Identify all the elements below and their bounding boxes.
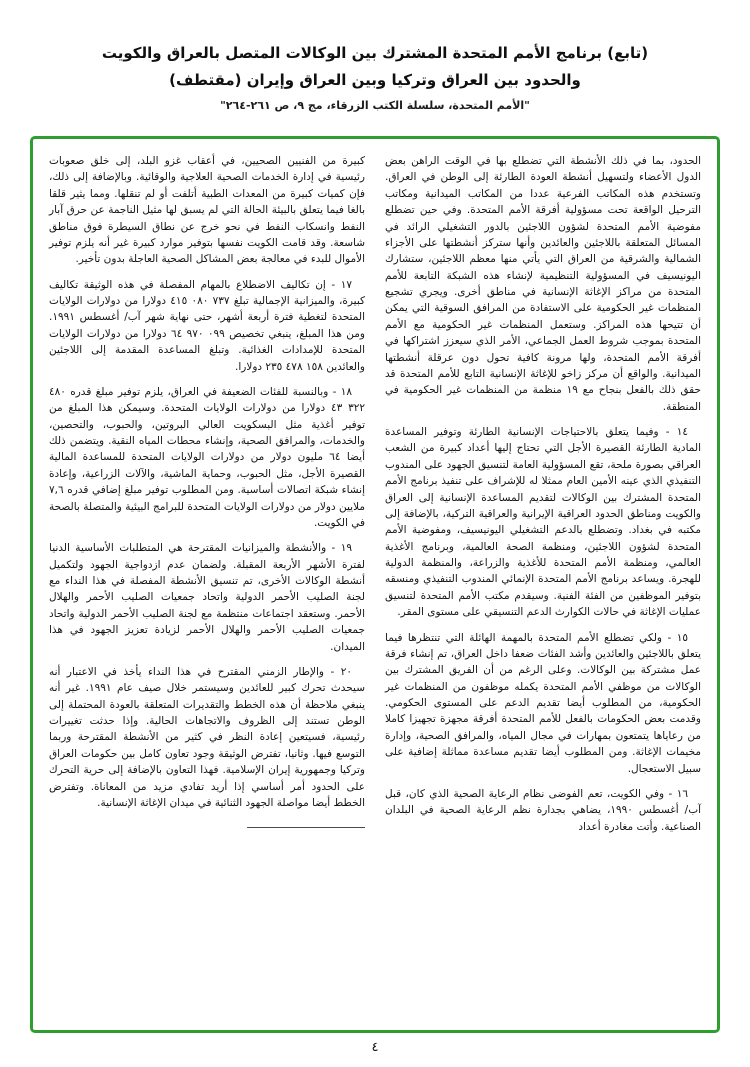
paragraph-20: ٢٠ - والإطار الزمني المقترح في هذا النداء يأخذ في الاعتبار أنه سيحدث تحرك كبير للعائدين وسيستمر خلال صيف عام ١٩٩١. غير أنه ينبغي ملاحظة أن هذه الخطط والتقديرات المتعلقة بالعودة المحتملة إلى الوطن تستند إلى الظروف والاتجاهات الحالية. وإذا حدثت تغييرات رئيسية، فسيتعين إعادة النظر في كثير من الأنشطة المقترحة وربما التوسع فيها. وثانيا، تفترض الوثيقة وجود تعاون كامل بين حكومات العراق وتركيا وجمهورية إيران الإسلامية. فهذا التعاون بالإضافة إلى حرية التحرك على الحدود أمر أساسي إذا أريد تفادي مزيد من المعاناة. وتفترض الخطط أيضا مواصلة الجهود الثنائية في ميدان الإغاثة الإنسانية.	[49, 665, 366, 809]
content-box	[30, 136, 720, 1033]
page-number: ٤	[371, 1040, 379, 1055]
two-column-layout	[49, 153, 701, 1014]
document-header	[0, 40, 750, 112]
paragraph-14: ١٤ - وفيما يتعلق بالاحتياجات الإنسانية الطارئة وتوفير المساعدة المادية الطارئة القصيرة الأجل التي تحتاج إليها أعداد كبيرة من الشعب العراقي بصورة ملحة، تقع المسؤولية العامة لتنسيق الجهود على المندوب التنفيذي الذي عينه الأمين العام ممثلا له للإشراف على تنفيذ برنامج الأمم المتحدة المشترك بين الوكالات لتقديم المساعدة الإنسانية إلى العراق والكويت ومناطق الحدود العراقية الإيرانية والعراقية التركية، بالإضافة إلى مكتبه في بغداد. وتضطلع بالدعم التشغيلي اليونيسيف، ومفوضية الأمم المتحدة لشؤون اللاجئين، ومنظمة الصحة العالمية، وبرنامج الأغذية العالمي، ومنظمة الأمم المتحدة للأغذية والزراعة، والمنظمة الدولية للهجرة. ويساعد برنامج الأمم المتحدة الإنمائي المندوب التنفيذي ومنسقه بتوفير الموظفين من الفئة الفنية. وسيقدم مكتب الأمم المتحدة لتنسيق عمليات الإغاثة في حالات الكوارث الدعم التنسيقي على مستوى المقر.	[385, 426, 701, 619]
right-column	[385, 153, 701, 1014]
paragraph-19: ١٩ - والأنشطة والميزانيات المقترحة هي المتطلبات الأساسية الدنيا لفترة الأشهر الأربعة المقبلة. ولضمان عدم ازدواجية الجهود ولتكميل أنشطة الوكالات الأخرى، تم تنسيق الأنشطة المفصلة في هذا النداء مع لجنة الصليب الأحمر الدولية واتحاد جمعيات الصليب الأحمر والهلال الأحمر. وستعقد اجتماعات منتظمة مع لجنة الصليب الأحمر الدولية واتحاد جمعيات الصليب الأحمر والهلال الأحمر لزيادة تعزيز الجهود في هذا الميدان.	[49, 542, 365, 653]
document-title-line2: والحدود بين العراق وتركيا وبين العراق وإيران (مقتطف)	[169, 71, 581, 89]
paragraph-15: ١٥ - ولكي تضطلع الأمم المتحدة بالمهمة الهائلة التي تنتظرها فيما يتعلق باللاجئين والعائدين وأشد الفئات ضعفا داخل العراق، تم إنشاء فرقة عمل مشتركة بين الوكالات. وعلى الرغم من أن الفريق المشترك بين الوكالات من موظفي الأمم المتحدة يكمله موظفون من المنظمات غير الحكومية، من المطلوب أيضا تقديم الدعم على المستوى الحكومي. وقدمت بعض الحكومات بالفعل للأمم المتحدة أفرقة مجهزة تجهيزا كاملا من رعاياها يتمتعون بمهارات في مجال المياه، والمرافق الصحية، وإدارة مخيمات الإغاثة. ومن المطلوب أيضا تقديم مساعدة مماثلة إضافية على سبيل الاستعجال.	[385, 631, 701, 775]
paragraph-18: ١٨ - وبالنسبة للفئات الضعيفة في العراق، يلزم توفير مبلغ قدره ٤٨٠ ٣٢٢ ٤٣ دولارا من دولارات الولايات المتحدة. وسيمكن هذا المبلغ من توفير أغذية مثل البسكويت العالي البروتين، والحبوب، والتحصين، والخدمات، والمرافق الصحية، وإنشاء محطات المياه النقية. ويتضمن ذلك أيضا ٦٤ مليون دولار من دولارات الولايات المتحدة للمساعدة المالية القصيرة الأجل، مثل الحبوب، وحماية الماشية، والآلات الزراعية، وإعادة إنشاء شبكة اتصالات أساسية. ومن المطلوب توفير مبلغ إضافي قدره ٧,٦ ملايين دولار من دولارات الولايات المتحدة للبرامج البيئية والمتصلة بالصحة في الكويت.	[49, 385, 365, 529]
footnote-rule	[247, 827, 365, 828]
paragraph-continuation-right: الحدود، بما في ذلك الأنشطة التي تضطلع بها في الوقت الراهن بعض الدول الأعضاء ولتسهيل أنشطة العودة الطارئة إلى الوطن في العراق. وتستخدم هذه المكاتب الفرعية عددا من المكاتب الميدانية ومكاتب الترحيل الواقعة تحت مسؤولية أفرقة الأمم المتحدة. وفي حين تضطلع مفوضية الأمم المتحدة لشؤون اللاجئين بالدور التشغيلي الرائد في المسائل المتعلقة باللاجئين والعائدين وأنها ستركز أنشطتها على الأجزاء الشمالية والشرقية من العراق التي يأتي منها معظم اللاجئين، ستشارك اليونيسيف في المسؤولية التنظيمية لإنشاء هذه الشبكة التابعة للأمم المتحدة من مراكز الإغاثة الإنسانية في مناطق أخرى. ويجري تشجيع المنظمات غير الحكومية على الاستفادة من المرافق السوقية التي يمكن أن تتيحها هذه المراكز. وستعمل المنظمات غير الحكومية مع الأمم المتحدة بموجب شروط العمل الجماعي، الأمر الذي سيعزز اشتراكها في أفرقة الأمم المتحدة، ولها مرونة كافية تحول دون عرقلة أنشطتها الميدانية. والواقع أن مركز زاخو للإغاثة الإنسانية التابع للأمم المتحدة قد حقق ذلك بالفعل بنجاح مع ١٩ منظمة من المنظمات غير الحكومية في المنطقة.	[385, 155, 701, 413]
document-source-citation: "الأمم المتحدة، سلسلة الكتب الزرقاء، مج ٩، ص ٢٦١-٢٦٤"	[220, 99, 530, 112]
paragraph-16: ١٦ - وفي الكويت، تعم الفوضى نظام الرعاية الصحية الذي كان، قبل آب/ أغسطس ١٩٩٠، يضاهي بجدارة نظم الرعاية الصحية في البلدان الصناعية. وأتت مغادرة أعداد	[385, 787, 702, 833]
paragraph-17: ١٧ - إن تكاليف الاضطلاع بالمهام المفصلة في هذه الوثيقة تكاليف كبيرة، والميزانية الإجمالية تبلغ ٧٣٧ ٠٨٠ ٤١٥ دولارا من دولارات الولايات المتحدة لتغطية فترة أربعة أشهر، حتى نهاية شهر آب/ أغسطس ١٩٩١. ومن هذا المبلغ، ينبغي تخصيص ٠٩٩ ٩٧٠ ٦٤ دولارا من دولارات الولايات المتحدة للإمدادات الغذائية. وتبلغ المساعدة المقدمة إلى اللاجئين والعائدين ١٥٨ ٤٧٨ ٢٣٥ دولارا.	[49, 278, 366, 373]
document-title-line1: (تابع) برنامج الأمم المتحدة المشترك بين الوكالات المتصل بالعراق والكويت	[101, 44, 649, 62]
left-column	[49, 153, 365, 1014]
paragraph-continuation-left: كبيرة من الفنيين الصحيين، في أعقاب غزو البلد، إلى خلق صعوبات رئيسية في إدارة الخدمات الصحية العلاجية والوقائية. وبالإضافة إلى ذلك، فإن كميات كبيرة من المعدات الطبية أتلفت أو لم تنقلها. ومما يثير قلقا بالغا فيما يتعلق بالبيئة الحالة التي لم يسبق لها مثيل الناجمة عن حرق آبار النفط وانسكاب النفط في نحو خرج عن نطاق السيطرة فوق مناطق شاسعة. وقد قامت الكويت نفسها بتوفير موارد كبيرة غير أنه يلزم توفير الأموال للبدء في معالجة بعض المشاكل الصحية العاجلة بدون تأخير.	[49, 155, 365, 266]
